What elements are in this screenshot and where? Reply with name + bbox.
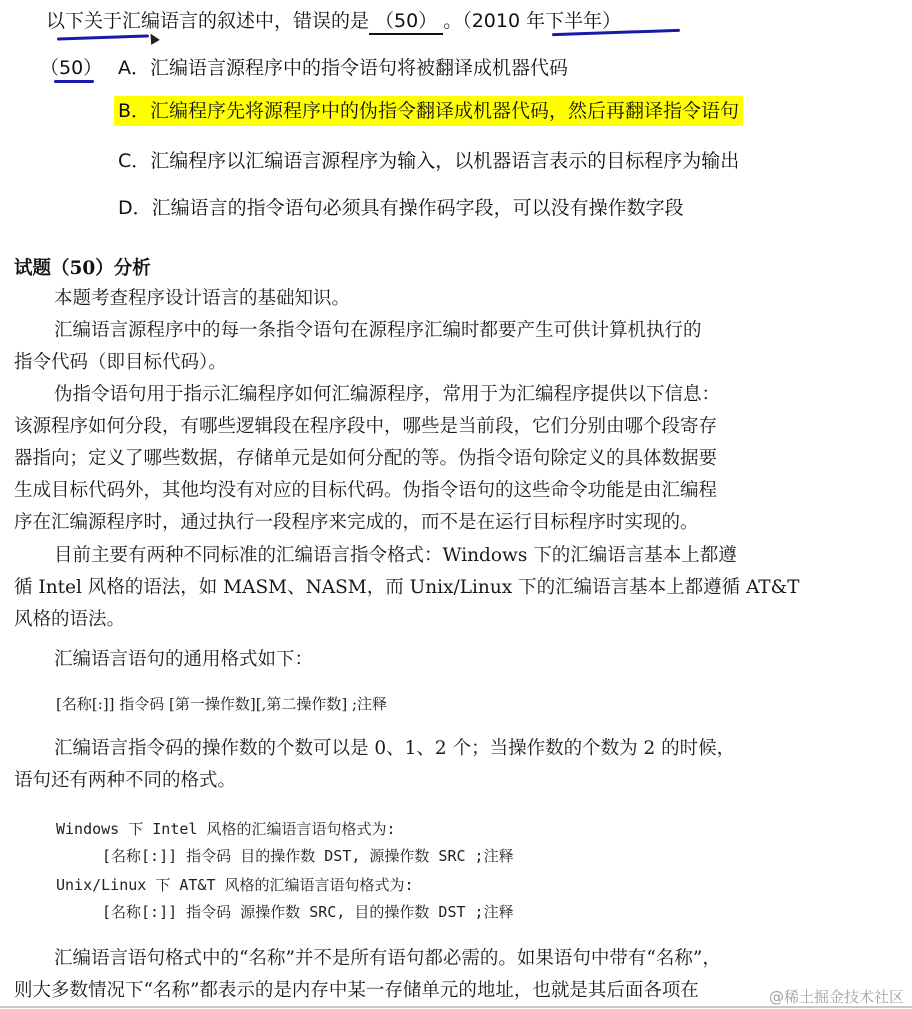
analysis-paragraph-6: 汇编语言指令码的操作数的个数可以是 0、1、2 个；当操作数的个数为 2 的时候， 语句还有两种不同的格式。 [14, 738, 736, 791]
option-text: 汇编语言的指令语句必须具有操作码字段，可以没有操作数字段 [151, 197, 684, 219]
ink-underline-stem [57, 34, 149, 40]
option-text: 汇编语言源程序中的指令语句将被翻译成机器代码 [150, 57, 569, 79]
analysis-paragraph-7: 汇编语言语句格式中的“名称”并不是所有语句都必需的。如果语句中带有“名称”， 则大多数情况下“名称”都表示的是内存中某一存储单元的地址，也就是其后面各项在 [14, 948, 721, 1001]
intel-format: [名称[:]] 指令码 目的操作数 DST, 源操作数 SRC ;注释 [102, 847, 514, 865]
watermark: @稀土掘金技术社区 [768, 988, 904, 1006]
bottom-divider [0, 1006, 912, 1008]
question-number-label: （50） [40, 57, 103, 79]
option-d [118, 193, 684, 220]
att-format: [名称[:]] 指令码 源操作数 SRC, 目的操作数 DST ;注释 [102, 903, 514, 921]
option-letter: D． [118, 197, 152, 219]
analysis-paragraph-5: 汇编语言语句的通用格式如下： [54, 649, 314, 670]
general-format: [名称[:]] 指令码 [第一操作数][,第二操作数] ;注释 [56, 695, 387, 713]
option-letter: A． [118, 57, 150, 79]
option-b [114, 96, 743, 123]
ink-underline-number [54, 80, 94, 83]
stem-text: 以下关于汇编语言的叙述中，错误的是 [46, 10, 370, 32]
intel-format-label: Windows 下 Intel 风格的汇编语言语句格式为: [56, 820, 396, 838]
option-a [118, 53, 568, 80]
option-text: 汇编程序以汇编语言源程序为输入，以机器语言表示的目标程序为输出 [150, 150, 740, 172]
analysis-paragraph-1: 本题考查程序设计语言的基础知识。 [54, 288, 351, 309]
option-c [118, 146, 739, 173]
analysis-paragraph-4: 目前主要有两种不同标准的汇编语言指令格式：Windows 下的汇编语言基本上都遵 循 Intel 风格的语法，如 MASM、NASM，而 Unix/Linux 下的汇编语言基本上都遵循 AT&T 风格的语法。 [14, 545, 800, 630]
question-stem [46, 6, 621, 35]
option-text: 汇编程序先将源程序中的伪指令翻译成机器代码，然后再翻译指令语句 [150, 100, 740, 122]
answer-blank: （50） [369, 6, 443, 35]
analysis-paragraph-3: 伪指令语句用于指示汇编程序如何汇编源程序，常用于为汇编程序提供以下信息： 该源程序如何分段，有哪些逻辑段在程序段中，哪些是当前段，它们分别由哪个段寄存 器指向；定义了哪些数据，存储单元是如何分配的等。伪指令语句除定义的具体数据要 生成目标代码外，其他均没有对应的目标代码。伪指令语句的这些命令功能是由汇编程 序在汇编源程序时，通过执行一段程序来完成的，而不是在运行目标程序时实现的。 [14, 384, 721, 533]
analysis-heading: 试题（50）分析 [14, 258, 151, 279]
analysis-paragraph-2: 汇编语言源程序中的每一条指令语句在源程序汇编时都要产生可供计算机执行的 指令代码（即目标代码）。 [14, 320, 702, 373]
stem-period: 。 [443, 10, 463, 32]
option-letter: B． [118, 100, 151, 122]
option-letter: C． [118, 150, 151, 172]
att-format-label: Unix/Linux 下 AT&T 风格的汇编语言语句格式为: [56, 876, 414, 894]
option-b-highlight [114, 96, 743, 126]
question-source: （2010 年下半年） [462, 10, 622, 32]
